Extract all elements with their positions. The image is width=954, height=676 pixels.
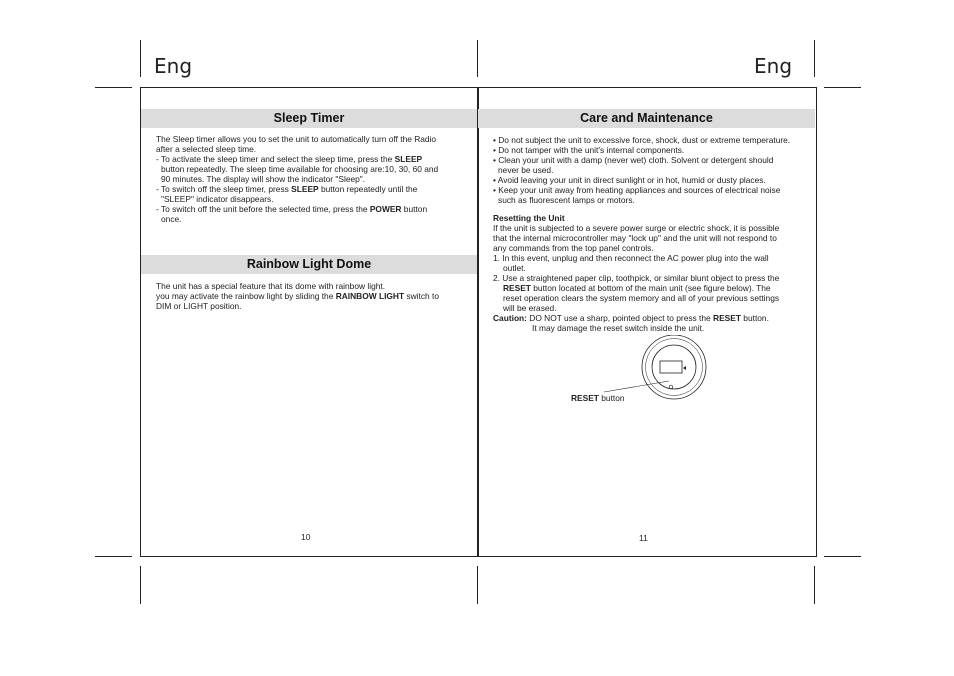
crop-mark	[477, 566, 478, 604]
crop-mark	[477, 40, 478, 77]
page-number-right: 11	[639, 533, 648, 543]
rainbow-light-text: The unit has a special feature that its dome with rainbow light. you may activate the rainbow light by sliding the RAINBOW LIGHT switch to DIM or LIGHT position.	[156, 281, 440, 311]
crop-mark	[95, 87, 132, 88]
crop-mark	[140, 566, 141, 604]
care-maintenance-text: • Do not subject the unit to excessive force, shock, dust or extreme temperature. • Do not tamper with the unit's internal components. • Clean your unit with a damp (never wet) cloth. Solvent or detergent should never be used. • Avoid leaving your unit in direct sunlight or in hot, humid or dusty places. • Keep your unit away from heating appliances and sources of electrical noise such as fluorescent lamps or motors. Resetting the Unit If the unit is subjected to a severe power surge or electric shock, it is possible that the internal microcontroller may "lock up" and the unit will not respond to any commands from the top panel controls. 1. In this event, unplug and then reconnect the AC power plug into the wall outlet. 2. Use a straightened paper clip, toothpick, or similar blunt object to press the RESET button located at bottom of the main unit (see figure below). The reset operation clears the system memory and all of your previous settings will be erased. Caution: DO NOT use a sharp, pointed object to press the RESET button. It may damage the reset switch inside the unit.	[493, 135, 791, 333]
crop-mark	[814, 566, 815, 604]
crop-mark	[824, 556, 861, 557]
crop-mark	[824, 87, 861, 88]
language-label-right: Eng	[754, 54, 793, 78]
care-maintenance-heading: Care and Maintenance	[478, 109, 815, 128]
sleep-timer-heading: Sleep Timer	[141, 109, 477, 128]
crop-mark	[814, 40, 815, 77]
sleep-timer-text: The Sleep timer allows you to set the unit to automatically turn off the Radio after a selected sleep time. - To activate the sleep timer and select the sleep time, press the SLEEP button repeatedly. The sleep time available for choosing are:10, 30, 60 and 90 minutes. The display will show the indicator "Sleep". - To switch off the sleep timer, press SLEEP button repeatedly until the "SLEEP" indicator disappears. - To switch off the unit before the selected time, press the POWER button once.	[156, 134, 439, 224]
page-number-left: 10	[301, 532, 311, 542]
rainbow-light-heading: Rainbow Light Dome	[141, 255, 477, 274]
crop-mark	[95, 556, 132, 557]
crop-mark	[140, 40, 141, 77]
reset-button-label: RESET button	[571, 393, 625, 403]
language-label-left: Eng	[154, 54, 193, 78]
